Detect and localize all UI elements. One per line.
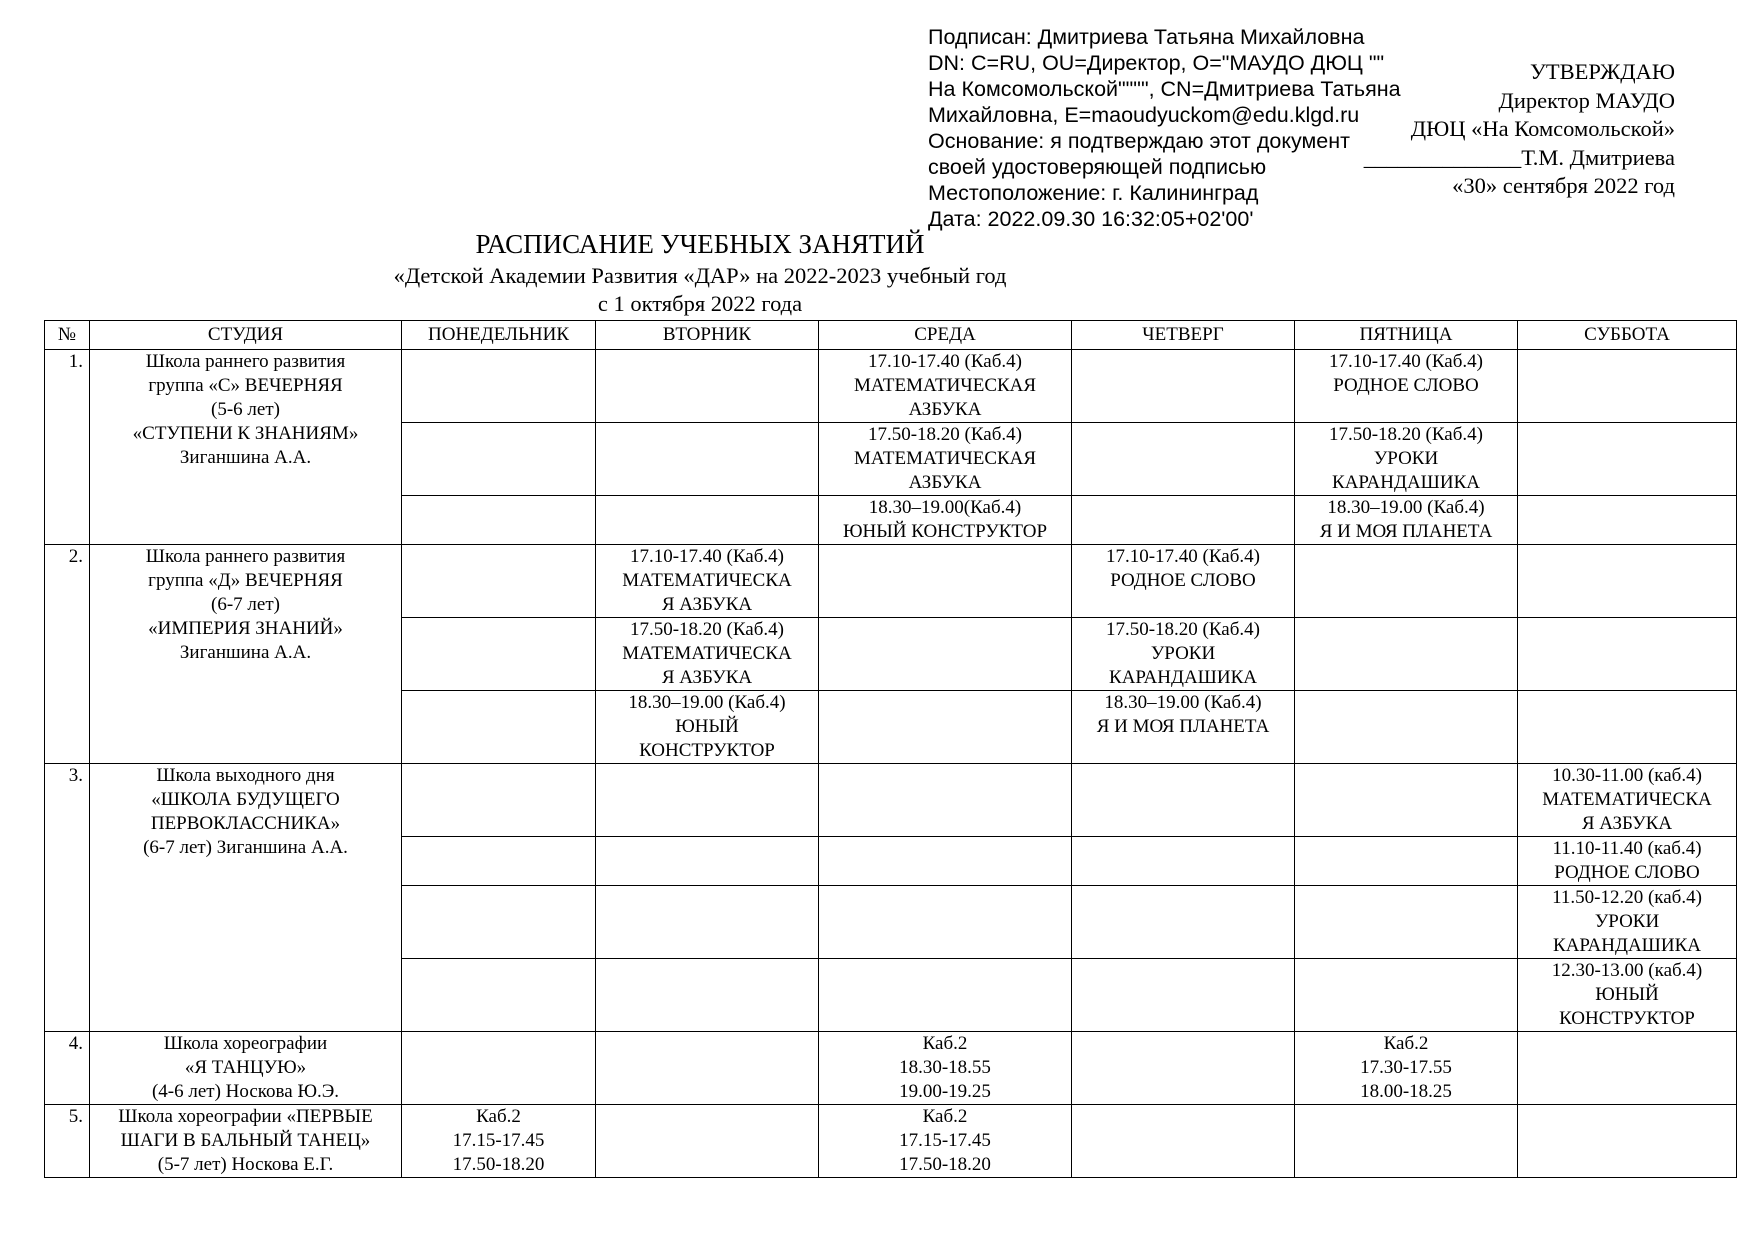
- schedule-cell: [1518, 837, 1737, 886]
- approval-block: [1364, 58, 1675, 201]
- schedule-cell: [596, 886, 819, 959]
- schedule-cell: [1518, 423, 1737, 496]
- schedule-cell-text: 17.10-17.40 (Каб.4) МАТЕМАТИЧЕСКАЯ АЗБУКА: [853, 351, 1037, 420]
- schedule-cell: [1072, 1032, 1295, 1105]
- schedule-cell-text: 12.30-13.00 (каб.4) ЮНЫЙ КОНСТРУКТОР: [1551, 960, 1703, 1029]
- header-friday: ПЯТНИЦА: [1295, 321, 1518, 350]
- table-row: [45, 545, 1737, 618]
- schedule-cell: [402, 1032, 596, 1105]
- schedule-cell-text: 18.30–19.00 (Каб.4) ЮНЫЙ КОНСТРУКТОР: [628, 692, 786, 761]
- schedule-cell-text: 17.50-18.20 (Каб.4) МАТЕМАТИЧЕСКАЯ АЗБУКА: [853, 424, 1037, 493]
- signature-line: Дата: 2022.09.30 16:32:05+02'00': [928, 207, 1254, 231]
- document-title: РАСПИСАНИЕ УЧЕБНЫХ ЗАНЯТИЙ: [475, 229, 925, 259]
- schedule-cell: [1518, 764, 1737, 837]
- schedule-cell-text: Каб.2 17.15-17.45 17.50-18.20: [899, 1106, 991, 1175]
- studio-cell: [90, 1105, 402, 1178]
- schedule-cell-text: 17.50-18.20 (Каб.4) УРОКИ КАРАНДАШИКА: [1328, 424, 1483, 493]
- schedule-cell: [402, 618, 596, 691]
- approval-line: Директор МАУДО: [1498, 87, 1675, 113]
- schedule-cell: [1295, 423, 1518, 496]
- schedule-cell: [402, 764, 596, 837]
- schedule-cell: [596, 1105, 819, 1178]
- schedule-cell: [819, 545, 1072, 618]
- header-wednesday: СРЕДА: [819, 321, 1072, 350]
- header-num: №: [45, 321, 90, 350]
- row-number: 1.: [45, 350, 90, 545]
- table-header-row: [45, 321, 1737, 350]
- studio-text: Школа раннего развития группа «Д» ВЕЧЕРНЯЯ (6-7 лет) «ИМПЕРИЯ ЗНАНИЙ» Зиганшина А.А.: [145, 546, 346, 663]
- schedule-cell: [596, 423, 819, 496]
- schedule-cell: [1072, 350, 1295, 423]
- studio-cell: [90, 350, 402, 545]
- table-row: [45, 350, 1737, 423]
- schedule-cell: [819, 496, 1072, 545]
- schedule-cell-text: 17.10-17.40 (Каб.4) МАТЕМАТИЧЕСКА Я АЗБУКА: [622, 546, 792, 615]
- schedule-cell-text: 17.10-17.40 (Каб.4) РОДНОЕ СЛОВО: [1105, 546, 1260, 591]
- schedule-cell: [819, 959, 1072, 1032]
- schedule-cell: [596, 837, 819, 886]
- schedule-cell: [596, 350, 819, 423]
- schedule-cell: [1518, 959, 1737, 1032]
- studio-cell: [90, 1032, 402, 1105]
- schedule-cell: [1518, 691, 1737, 764]
- schedule-cell: [402, 350, 596, 423]
- schedule-cell-text: 11.50-12.20 (каб.4) УРОКИ КАРАНДАШИКА: [1552, 887, 1702, 956]
- schedule-cell: [402, 423, 596, 496]
- header-monday: ПОНЕДЕЛЬНИК: [402, 321, 596, 350]
- schedule-cell: [1072, 691, 1295, 764]
- schedule-cell: [596, 496, 819, 545]
- schedule-cell: [819, 886, 1072, 959]
- header-tuesday: ВТОРНИК: [596, 321, 819, 350]
- schedule-cell: [596, 1032, 819, 1105]
- schedule-cell: [402, 1105, 596, 1178]
- schedule-cell: [1295, 545, 1518, 618]
- schedule-cell-text: Каб.2 18.30-18.55 19.00-19.25: [899, 1033, 991, 1102]
- header-saturday: СУББОТА: [1518, 321, 1737, 350]
- schedule-cell-text: 17.10-17.40 (Каб.4) РОДНОЕ СЛОВО: [1328, 351, 1483, 396]
- studio-text: Школа хореографии «Я ТАНЦУЮ» (4-6 лет) Носкова Ю.Э.: [151, 1033, 340, 1102]
- schedule-cell: [596, 618, 819, 691]
- schedule-cell-text: Каб.2 17.15-17.45 17.50-18.20: [452, 1106, 545, 1175]
- schedule-cell: [1518, 350, 1737, 423]
- schedule-cell: [1072, 764, 1295, 837]
- schedule-cell-text: 10.30-11.00 (каб.4) МАТЕМАТИЧЕСКА Я АЗБУКА: [1542, 765, 1712, 834]
- signature-line: DN: C=RU, OU=Директор, O="МАУДО ДЮЦ "": [928, 51, 1385, 75]
- digital-signature-block: [928, 24, 1401, 232]
- studio-text: Школа хореографии «ПЕРВЫЕ ШАГИ В БАЛЬНЫЙ ТАНЕЦ» (5-7 лет) Носкова Е.Г.: [118, 1106, 373, 1175]
- schedule-cell: [1295, 837, 1518, 886]
- schedule-cell: [1072, 837, 1295, 886]
- schedule-cell: [1518, 1032, 1737, 1105]
- schedule-cell: [819, 350, 1072, 423]
- row-number: 3.: [45, 764, 90, 1032]
- schedule-cell: [1072, 423, 1295, 496]
- schedule-cell: [1072, 1105, 1295, 1178]
- schedule-cell: [1295, 496, 1518, 545]
- studio-text: Школа раннего развития группа «С» ВЕЧЕРНЯЯ (5-6 лет) «СТУПЕНИ К ЗНАНИЯМ» Зиганшина А.А.: [132, 351, 359, 468]
- schedule-cell: [402, 959, 596, 1032]
- schedule-cell-text: 17.50-18.20 (Каб.4) МАТЕМАТИЧЕСКА Я АЗБУКА: [622, 619, 792, 688]
- approval-line: ______________Т.М. Дмитриева: [1363, 144, 1675, 170]
- schedule-cell: [596, 545, 819, 618]
- schedule-cell-text: 18.30–19.00 (Каб.4) Я И МОЯ ПЛАНЕТА: [1319, 497, 1493, 542]
- schedule-cell: [1295, 618, 1518, 691]
- schedule-cell: [1295, 886, 1518, 959]
- signature-line: На Комсомольской"""", CN=Дмитриева Татьяна: [928, 77, 1401, 101]
- schedule-cell: [596, 764, 819, 837]
- schedule-cell: [1072, 959, 1295, 1032]
- schedule-cell: [596, 691, 819, 764]
- schedule-table: [44, 320, 1737, 1178]
- schedule-cell: [819, 423, 1072, 496]
- schedule-cell: [819, 1105, 1072, 1178]
- schedule-cell: [1518, 496, 1737, 545]
- header-thursday: ЧЕТВЕРГ: [1072, 321, 1295, 350]
- schedule-cell: [1518, 1105, 1737, 1178]
- signature-line: Основание: я подтверждаю этот документ: [928, 129, 1350, 153]
- schedule-cell: [402, 886, 596, 959]
- document-subtitle: «Детской Академии Развития «ДАР» на 2022-2023 учебный год: [393, 263, 1007, 288]
- schedule-cell: [402, 691, 596, 764]
- signature-line: Местоположение: г. Калининград: [928, 181, 1259, 205]
- approval-line: ДЮЦ «На Комсомольской»: [1410, 116, 1675, 141]
- start-date: с 1 октября 2022 года: [597, 291, 803, 316]
- studio-text: Школа выходного дня «ШКОЛА БУДУЩЕГО ПЕРВОКЛАССНИКА» (6-7 лет) Зиганшина А.А.: [143, 765, 348, 858]
- signature-line: своей удостоверяющей подписью: [928, 155, 1267, 179]
- signature-line: Михайловна, E=maoudyuckom@edu.klgd.ru: [928, 103, 1360, 127]
- schedule-cell: [819, 837, 1072, 886]
- row-number: 5.: [45, 1105, 90, 1178]
- schedule-cell: [819, 691, 1072, 764]
- table-row: [45, 1032, 1737, 1105]
- schedule-cell: [1295, 1032, 1518, 1105]
- row-number: 4.: [45, 1032, 90, 1105]
- studio-cell: [90, 545, 402, 764]
- schedule-cell: [1295, 691, 1518, 764]
- header-studio: СТУДИЯ: [90, 321, 402, 350]
- signature-line: Подписан: Дмитриева Татьяна Михайловна: [928, 25, 1365, 49]
- schedule-cell: [1518, 886, 1737, 959]
- schedule-cell: [402, 837, 596, 886]
- schedule-cell: [402, 545, 596, 618]
- schedule-cell: [1295, 350, 1518, 423]
- schedule-cell: [1072, 545, 1295, 618]
- schedule-cell: [819, 1032, 1072, 1105]
- schedule-cell: [596, 959, 819, 1032]
- studio-cell: [90, 764, 402, 1032]
- schedule-cell-text: 17.50-18.20 (Каб.4) УРОКИ КАРАНДАШИКА: [1105, 619, 1260, 688]
- schedule-cell: [1072, 618, 1295, 691]
- schedule-cell-text: Каб.2 17.30-17.55 18.00-18.25: [1360, 1033, 1452, 1102]
- row-number: 2.: [45, 545, 90, 764]
- schedule-cell-text: 18.30–19.00(Каб.4) ЮНЫЙ КОНСТРУКТОР: [842, 497, 1048, 542]
- schedule-cell: [819, 618, 1072, 691]
- schedule-cell: [1295, 959, 1518, 1032]
- schedule-cell-text: 18.30–19.00 (Каб.4) Я И МОЯ ПЛАНЕТА: [1096, 692, 1270, 737]
- schedule-cell: [1295, 1105, 1518, 1178]
- table-row: [45, 764, 1737, 837]
- schedule-cell: [1295, 764, 1518, 837]
- schedule-cell: [1072, 496, 1295, 545]
- schedule-cell: [1518, 545, 1737, 618]
- table-row: [45, 1105, 1737, 1178]
- schedule-cell: [1072, 886, 1295, 959]
- approval-line: УТВЕРЖДАЮ: [1529, 59, 1675, 84]
- schedule-cell: [819, 764, 1072, 837]
- schedule-cell: [1518, 618, 1737, 691]
- schedule-cell-text: 11.10-11.40 (каб.4) РОДНОЕ СЛОВО: [1552, 838, 1702, 883]
- schedule-body: [45, 350, 1737, 1178]
- schedule-cell: [402, 496, 596, 545]
- approval-line: «30» сентября 2022 год: [1452, 173, 1675, 198]
